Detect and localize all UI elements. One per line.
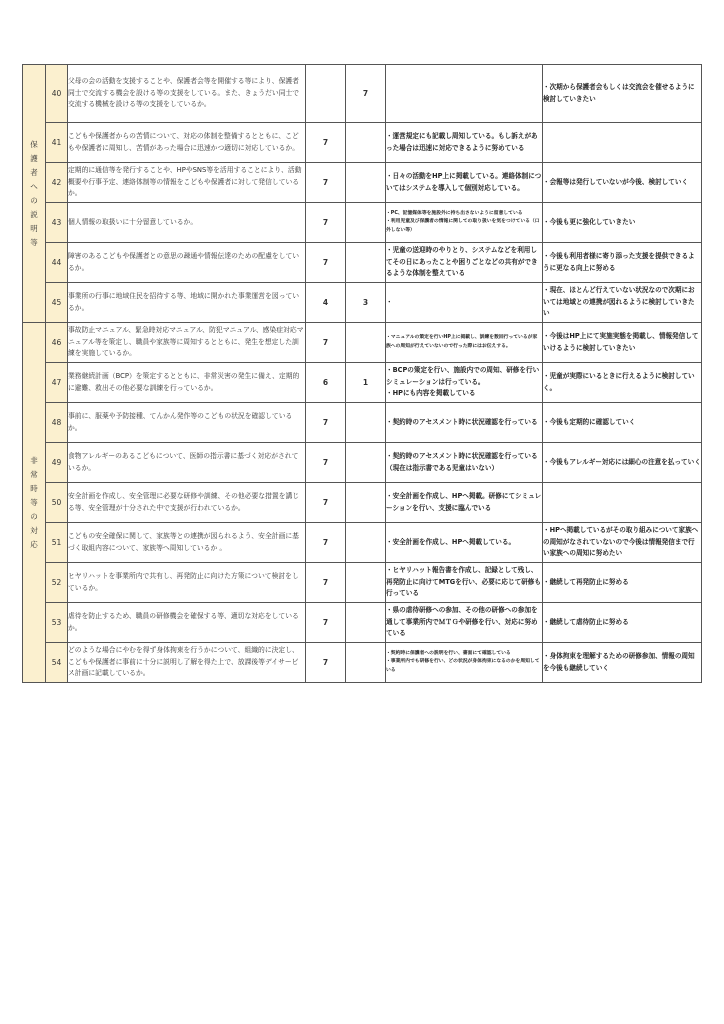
- current-status: ・契約時に保護者への説明を行い、書面にて確認している ・事業所内でも研修を行い、どの状況が身体拘束になるのかを周知している: [386, 643, 543, 683]
- yes-count: 7: [306, 403, 346, 443]
- yes-count: 7: [306, 203, 346, 243]
- item-number: 42: [46, 163, 68, 203]
- no-count: 3: [346, 283, 386, 323]
- no-count: [346, 483, 386, 523]
- current-status: ・契約時のアセスメント時に状況確認を行っている（現在は指示書である児童はいない）: [386, 443, 543, 483]
- no-count: [346, 523, 386, 563]
- item-number: 45: [46, 283, 68, 323]
- yes-count: 7: [306, 643, 346, 683]
- table-row: [23, 443, 702, 483]
- question-text: 父母の会の活動を支援することや、保護者会等を開催する等により、保護者同士で交流する機会を設ける等の支援をしている。また、きょうだい同士で交流する機械を設ける等の支援をしているか。: [68, 65, 306, 123]
- question-text: 食物アレルギーのあるこどもについて、医師の指示書に基づく対応がされているか。: [68, 443, 306, 483]
- table-row: [23, 203, 702, 243]
- current-status: [386, 65, 543, 123]
- question-text: 虐待を防止するため、職員の研修機会を確保する等、適切な対応をしているか。: [68, 603, 306, 643]
- improvement-plan: ・次期から保護者会もしくは交流会を催せるように検討していきたい: [543, 65, 702, 123]
- question-text: 事故防止マニュアル、緊急時対応マニュアル、防犯マニュアル、感染症対応マニュアル等を策定し、職員や家族等に周知するとともに、発生を想定した訓練を実施しているか。: [68, 323, 306, 363]
- no-count: [346, 203, 386, 243]
- table-row: [23, 163, 702, 203]
- table-row: [23, 243, 702, 283]
- item-number: 48: [46, 403, 68, 443]
- table-row: [23, 65, 702, 123]
- question-text: 事業所の行事に地域住民を招待する等、地域に開かれた事業運営を図っているか。: [68, 283, 306, 323]
- improvement-plan: [543, 123, 702, 163]
- category-emergency-response: 非常時等の対応: [23, 323, 46, 683]
- question-text: どのような場合にやむを得ず身体拘束を行うかについて、組織的に決定し、こどもや保護者に事前に十分に説明し了解を得た上で、放課後等デイサービス計画に記載しているか。: [68, 643, 306, 683]
- item-number: 52: [46, 563, 68, 603]
- item-number: 44: [46, 243, 68, 283]
- yes-count: 7: [306, 483, 346, 523]
- yes-count: 7: [306, 243, 346, 283]
- improvement-plan: ・今後も更に強化していきたい: [543, 203, 702, 243]
- no-count: [346, 563, 386, 603]
- question-text: 事前に、服薬や予防接種、てんかん発作等のこどもの状況を確認しているか。: [68, 403, 306, 443]
- improvement-plan: ・継続して再発防止に努める: [543, 563, 702, 603]
- yes-count: 7: [306, 123, 346, 163]
- item-number: 46: [46, 323, 68, 363]
- no-count: [346, 403, 386, 443]
- table-row: [23, 123, 702, 163]
- table-row: [23, 643, 702, 683]
- item-number: 54: [46, 643, 68, 683]
- improvement-plan: ・今後はHP上にて実施実態を掲載し、情報発信していけるように検討していきたい: [543, 323, 702, 363]
- table-row: [23, 603, 702, 643]
- improvement-plan: ・今後も利用者様に寄り添った支援を提供できるように更なる向上に努める: [543, 243, 702, 283]
- question-text: こどもや保護者からの苦情について、対応の体制を整備するとともに、こどもや保護者に周知し、苦情があった場合に迅速かつ適切に対応しているか。: [68, 123, 306, 163]
- no-count: [346, 123, 386, 163]
- current-status: ・児童の送迎時のやりとり、システムなどを利用してその日にあったことや困りごとなどの共有ができるような体制を整えている: [386, 243, 543, 283]
- no-count: [346, 323, 386, 363]
- question-text: 定期的に通信等を発行することや、HPやSNS等を活用することにより、活動概要や行事予定、連絡体制等の情報をこどもや保護者に対して発信しているか。: [68, 163, 306, 203]
- current-status: ・運営規定にも記載し周知している。もし訴えがあった場合は迅速に対応できるように努めている: [386, 123, 543, 163]
- yes-count: 7: [306, 603, 346, 643]
- yes-count: 6: [306, 363, 346, 403]
- item-number: 51: [46, 523, 68, 563]
- table-row: [23, 283, 702, 323]
- improvement-plan: ・HPへ掲載しているがその取り組みについて家族への周知がなされていないので今後は情報発信まで行い家族への周知に努めたい: [543, 523, 702, 563]
- improvement-plan: ・今後もアレルギー対応には細心の注意を払っていく: [543, 443, 702, 483]
- current-status: ・: [386, 283, 543, 323]
- item-number: 50: [46, 483, 68, 523]
- improvement-plan: [543, 483, 702, 523]
- table-row: [23, 523, 702, 563]
- improvement-plan: ・会報等は発行していないが今後、検討していく: [543, 163, 702, 203]
- table-row: [23, 563, 702, 603]
- no-count: [346, 443, 386, 483]
- table-row: [23, 483, 702, 523]
- item-number: 40: [46, 65, 68, 123]
- no-count: 7: [346, 65, 386, 123]
- question-text: 安全計画を作成し、安全管理に必要な研修や訓練、その他必要な措置を講じる等、安全管理が十分された中で支援が行われているか。: [68, 483, 306, 523]
- improvement-plan: ・継続して虐待防止に努める: [543, 603, 702, 643]
- question-text: 業務継続計画（BCP）を策定するとともに、非常災害の発生に備え、定期的に避難、救出その他必要な訓練を行っているか。: [68, 363, 306, 403]
- yes-count: 7: [306, 443, 346, 483]
- no-count: 1: [346, 363, 386, 403]
- item-number: 47: [46, 363, 68, 403]
- yes-count: 7: [306, 563, 346, 603]
- evaluation-table: [22, 64, 702, 683]
- yes-count: 4: [306, 283, 346, 323]
- no-count: [346, 643, 386, 683]
- item-number: 43: [46, 203, 68, 243]
- improvement-plan: ・現在、ほとんど行えていない状況なので次期においては地域との連携が図れるように検討していきたい: [543, 283, 702, 323]
- no-count: [346, 603, 386, 643]
- current-status: ・日々の活動をHP上に掲載している。連絡体制についてはシステムを導入して個別対応している。: [386, 163, 543, 203]
- current-status: ・安全計画を作成し、HPへ掲載。研修にてシミュレーションを行い、支援に臨んでいる: [386, 483, 543, 523]
- no-count: [346, 163, 386, 203]
- table-row: [23, 363, 702, 403]
- improvement-plan: ・児童が実際にいるときに行えるように検討していく。: [543, 363, 702, 403]
- yes-count: [306, 65, 346, 123]
- current-status: ・契約時のアセスメント時に状況確認を行っている: [386, 403, 543, 443]
- category-guardian-explanation: 保護者への説明等: [23, 65, 46, 323]
- item-number: 53: [46, 603, 68, 643]
- yes-count: 7: [306, 523, 346, 563]
- question-text: 個人情報の取扱いに十分留意しているか。: [68, 203, 306, 243]
- current-status: ・マニュアルの策定を行いHP上に掲載し、訓練を数回行っているが家族への周知が行えていないので行った際にはお伝えする。: [386, 323, 543, 363]
- current-status: ・PC、記憶媒体等を施設外に持ち出さないように留意している ・利用児童及び保護者の情報に関しての取り扱いを気をつけている（口外しない等）: [386, 203, 543, 243]
- no-count: [346, 243, 386, 283]
- question-text: ヒヤリハットを事業所内で共有し、再発防止に向けた方策について検討をしているか。: [68, 563, 306, 603]
- table-row: [23, 323, 702, 363]
- item-number: 49: [46, 443, 68, 483]
- improvement-plan: ・身体拘束を理解するための研修参加、情報の周知を今後も継続していく: [543, 643, 702, 683]
- item-number: 41: [46, 123, 68, 163]
- current-status: ・安全計画を作成し、HPへ掲載している。: [386, 523, 543, 563]
- yes-count: 7: [306, 163, 346, 203]
- yes-count: 7: [306, 323, 346, 363]
- current-status: ・BCPの策定を行い、施設内での周知、研修を行いシミュレーションは行っている。 ・HPにも内容を掲載している: [386, 363, 543, 403]
- table-row: [23, 403, 702, 443]
- current-status: ・ヒヤリハット報告書を作成し、記録として残し、再発防止に向けてMTGを行い、必要に応じて研修も行っている: [386, 563, 543, 603]
- question-text: 障害のあるこどもや保護者との意思の疎通や情報伝達のための配慮をしているか。: [68, 243, 306, 283]
- improvement-plan: ・今後も定期的に確認していく: [543, 403, 702, 443]
- question-text: こどもの安全確保に関して、家族等との連携が図られるよう、安全計画に基づく取組内容について、家族等へ周知しているか 。: [68, 523, 306, 563]
- current-status: ・県の虐待研修への参加、その他の研修への参加を通して事業所内でＭＴＧや研修を行い、対応に努めている: [386, 603, 543, 643]
